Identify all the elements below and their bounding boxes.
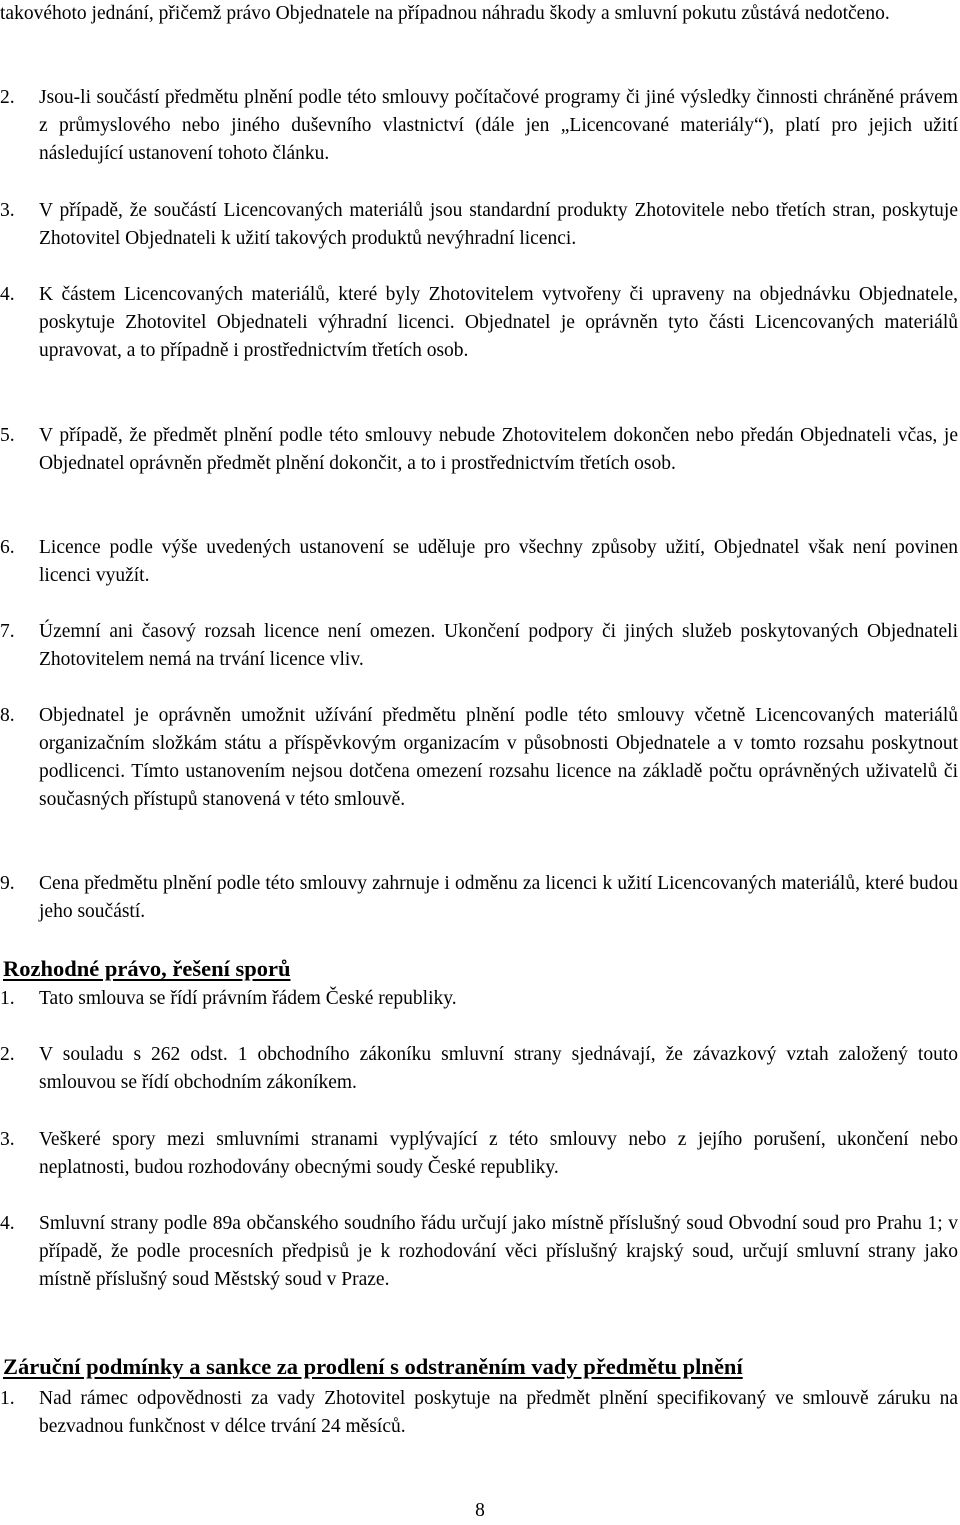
- intro-paragraph: takovéhoto jednání, přičemž právo Objednatele na případnou náhradu škody a smluvní pokutu zůstává nedotčeno.: [0, 3, 890, 24]
- item-text: Nad rámec odpovědnosti za vady Zhotovitel poskytuje na předmět plnění specifikovaný ve smlouvě záruku na bezvadnou funkčnost v délce trvání 24 měsíců.: [39, 1388, 958, 1437]
- item-text: Tato smlouva se řídí právním řádem České republiky.: [39, 988, 457, 1009]
- item-number: 9.: [0, 873, 15, 894]
- item-text: K částem Licencovaných materiálů, které byly Zhotovitelem vytvořeny či upraveny na objednávku Objednatele, poskytuje Zhotovitel Objednateli výhradní licenci. Objednatel je oprávněn tyto části Licencovaných materiálů upravovat, a to případně i prostřednictvím třetích osob.: [39, 284, 958, 361]
- list-item: [0, 1041, 958, 1097]
- item-number: 1.: [0, 988, 15, 1009]
- item-number: 6.: [0, 537, 15, 558]
- item-text: V případě, že součástí Licencovaných materiálů jsou standardní produkty Zhotovitele nebo třetích stran, poskytuje Zhotovitel Objednateli k užití takových produktů nevýhradní licenci.: [39, 200, 958, 249]
- item-number: 4.: [0, 1213, 15, 1234]
- item-number: 8.: [0, 705, 15, 726]
- item-text: Územní ani časový rozsah licence není omezen. Ukončení podpory či jiných služeb poskytovaných Objednateli Zhotovitelem nemá na trvání licence vliv.: [39, 621, 958, 670]
- item-number: 5.: [0, 425, 15, 446]
- item-number: 3.: [0, 1129, 15, 1150]
- item-number: 1.: [0, 1388, 15, 1409]
- list-item: [0, 1210, 958, 1294]
- item-number: 2.: [0, 87, 15, 108]
- item-text: Jsou-li součástí předmětu plnění podle této smlouvy počítačové programy či jiné výsledky činnosti chráněné právem z průmyslového nebo jiného duševního vlastnictví (dále jen „Licencované materiály“), platí pro jejich užití následující ustanovení tohoto článku.: [39, 87, 958, 164]
- list-item: [0, 534, 958, 590]
- list-item: [0, 702, 958, 814]
- item-text: Cena předmětu plnění podle této smlouvy zahrnuje i odměnu za licenci k užití Licencovaných materiálů, které budou jeho součástí.: [39, 873, 958, 922]
- list-item: [0, 197, 958, 253]
- list-item: [0, 84, 958, 168]
- list-item: [0, 618, 958, 674]
- section-heading-governing-law: Rozhodné právo, řešení sporů: [3, 956, 291, 981]
- section-heading-warranty: Záruční podmínky a sankce za prodlení s odstraněním vady předmětu plnění: [3, 1354, 743, 1379]
- item-text: Objednatel je oprávněn umožnit užívání předmětu plnění podle této smlouvy včetně Licencovaných materiálů organizačním složkám státu a příspěvkovým organizacím v působnosti Objednatele a v tomto rozsahu poskytnout podlicenci. Tímto ustanovením nejsou dotčena omezení rozsahu licence na základě počtu oprávněných uživatelů či současných přístupů stanovená v této smlouvě.: [39, 705, 958, 810]
- item-number: 3.: [0, 200, 15, 221]
- item-text: Veškeré spory mezi smluvními stranami vyplývající z této smlouvy nebo z jejího porušení, ukončení nebo neplatnosti, budou rozhodovány obecnými soudy České republiky.: [39, 1129, 958, 1178]
- list-item: [0, 1385, 958, 1441]
- list-item: [0, 281, 958, 365]
- list-item: [0, 985, 958, 1013]
- list-item: [0, 422, 958, 478]
- page-number: 8: [475, 1500, 485, 1521]
- item-number: 4.: [0, 284, 15, 305]
- item-number: 2.: [0, 1044, 15, 1065]
- item-text: V případě, že předmět plnění podle této smlouvy nebude Zhotovitelem dokončen nebo předán Objednateli včas, je Objednatel oprávněn předmět plnění dokončit, a to i prostřednictvím třetích osob.: [39, 425, 958, 474]
- item-text: Licence podle výše uvedených ustanovení se uděluje pro všechny způsoby užití, Objednatel však není povinen licenci využít.: [39, 537, 958, 586]
- item-text: Smluvní strany podle 89a občanského soudního řádu určují jako místně příslušný soud Obvodní soud pro Prahu 1; v případě, že podle procesních předpisů je k rozhodování věci příslušný krajský soud, určují smluvní strany jako místně příslušný soud Městský soud v Praze.: [39, 1213, 958, 1290]
- item-text: V souladu s 262 odst. 1 obchodního zákoníku smluvní strany sjednávají, že závazkový vztah založený touto smlouvou se řídí obchodním zákoníkem.: [39, 1044, 958, 1093]
- item-number: 7.: [0, 621, 15, 642]
- list-item: [0, 870, 958, 926]
- list-item: [0, 1126, 958, 1182]
